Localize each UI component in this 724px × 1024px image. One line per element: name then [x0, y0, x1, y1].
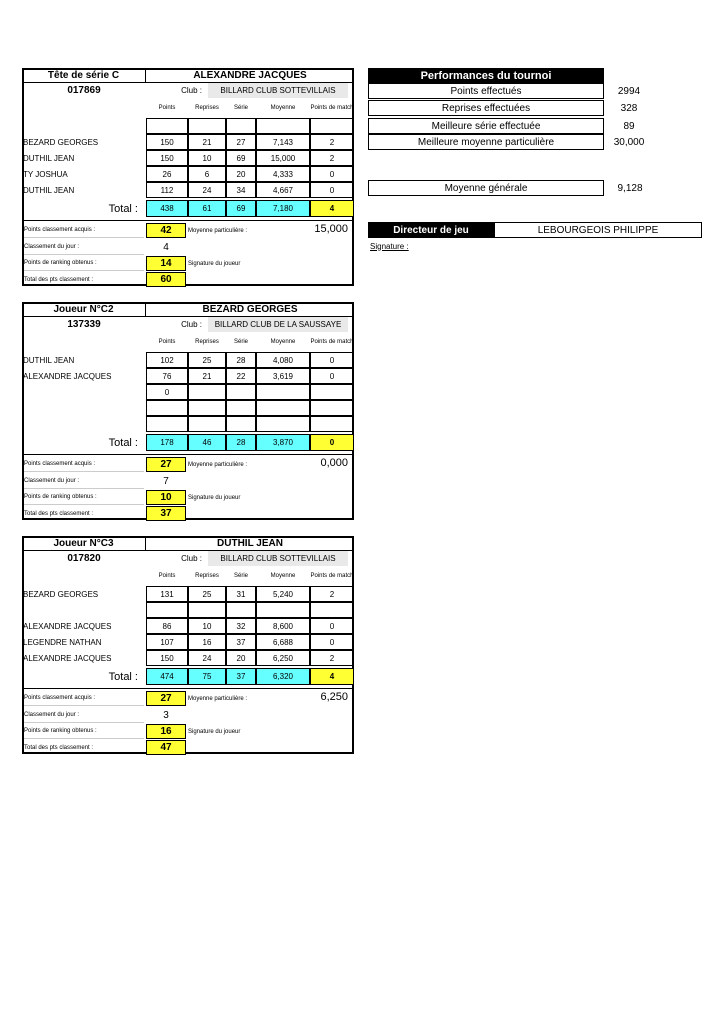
row-cell [310, 400, 354, 416]
opponent-name: LEGENDRE NATHAN [23, 637, 102, 647]
row-cell: 25 [188, 352, 226, 368]
directeur-label: Directeur de jeu [368, 222, 494, 238]
row-cell [146, 118, 188, 134]
column-header: Série [233, 338, 248, 345]
row-cell [146, 416, 188, 432]
info-label: Points de ranking obtenus : [24, 724, 144, 739]
player-name: DUTHIL JEAN [146, 536, 354, 551]
row-cell [146, 400, 188, 416]
player-title: Joueur N°C3 [22, 536, 146, 551]
moyenne-particuliere-value: 6,250 [320, 691, 348, 703]
directeur-name: LEBOURGEOIS PHILIPPE [494, 222, 702, 238]
column-header: Reprises [195, 572, 219, 579]
total-label: Total : [108, 436, 138, 449]
player-licence: 017869 [67, 85, 101, 96]
row-cell: 34 [226, 182, 256, 198]
column-header: Points de match [310, 572, 354, 579]
opponent-name: ALEXANDRE JACQUES [23, 621, 112, 631]
opponent-name: BEZARD GEORGES [23, 589, 99, 599]
player-name: BEZARD GEORGES [146, 302, 354, 317]
info-label: Total des pts classement : [24, 744, 94, 751]
column-header: Moyenne [270, 338, 296, 345]
performance-label: Meilleure série effectuée [368, 118, 604, 134]
info-value: 27 [146, 457, 186, 472]
row-cell: 0 [310, 182, 354, 198]
info-label: Classement du jour : [24, 708, 144, 723]
row-cell: 20 [226, 650, 256, 666]
row-cell: 8,600 [256, 618, 310, 634]
row-cell [146, 602, 188, 618]
column-header: Moyenne [270, 104, 296, 111]
moyenne-particuliere-label: Moyenne particulière : [188, 461, 248, 468]
info-value: 60 [146, 272, 186, 287]
total-cell: 178 [146, 434, 188, 451]
row-cell: 2 [310, 586, 354, 602]
total-cell: 0 [310, 434, 354, 451]
row-cell [256, 400, 310, 416]
performance-label: Meilleure moyenne particulière [368, 134, 604, 150]
opponent-name: BEZARD GEORGES [23, 137, 99, 147]
total-cell: 474 [146, 668, 188, 685]
performance-label: Reprises effectuées [368, 100, 604, 116]
total-cell: 4 [310, 200, 354, 217]
row-cell: 25 [188, 586, 226, 602]
performance-value: 30,000 [613, 136, 645, 148]
row-cell [226, 384, 256, 400]
club-label: Club : [181, 320, 202, 329]
player-name: ALEXANDRE JACQUES [146, 68, 354, 83]
player-licence: 137339 [67, 319, 101, 330]
row-cell [226, 602, 256, 618]
row-cell [256, 602, 310, 618]
row-cell: 37 [226, 634, 256, 650]
row-cell: 86 [146, 618, 188, 634]
column-header: Points [158, 104, 176, 111]
info-label: Classement du jour : [24, 240, 144, 255]
column-header: Points de match [310, 338, 354, 345]
opponent-name [23, 416, 145, 432]
opponent-name [23, 400, 145, 416]
column-header: Points de match [310, 104, 354, 111]
total-cell: 438 [146, 200, 188, 217]
total-label: Total : [108, 202, 138, 215]
row-cell: 0 [310, 166, 354, 182]
row-cell: 4,333 [256, 166, 310, 182]
opponent-name: TY JOSHUA [23, 169, 68, 179]
row-cell: 102 [146, 352, 188, 368]
row-cell [226, 416, 256, 432]
row-cell: 24 [188, 182, 226, 198]
row-cell: 2 [310, 650, 354, 666]
row-cell: 0 [310, 352, 354, 368]
moyenne-generale-label: Moyenne générale [368, 180, 604, 196]
total-cell: 75 [188, 668, 226, 685]
signature-joueur-label: Signature du joueur [188, 728, 241, 735]
performances-title: Performances du tournoi [368, 68, 604, 83]
row-cell: 32 [226, 618, 256, 634]
row-cell: 6 [188, 166, 226, 182]
row-cell: 131 [146, 586, 188, 602]
row-cell: 150 [146, 134, 188, 150]
row-cell: 0 [146, 384, 188, 400]
opponent-name: DUTHIL JEAN [23, 153, 75, 163]
row-cell: 16 [188, 634, 226, 650]
info-label: Total des pts classement : [24, 510, 94, 517]
club-name: BILLARD CLUB SOTTEVILLAIS [208, 551, 348, 566]
row-cell: 0 [310, 368, 354, 384]
info-label: Points de ranking obtenus : [24, 490, 144, 505]
info-label: Total des pts classement : [24, 276, 94, 283]
info-value: 27 [146, 691, 186, 706]
row-cell: 7,143 [256, 134, 310, 150]
club-name: BILLARD CLUB DE LA SAUSSAYE [208, 317, 348, 332]
club-label: Club : [181, 554, 202, 563]
moyenne-particuliere-value: 15,000 [314, 223, 348, 235]
row-cell: 4,080 [256, 352, 310, 368]
moyenne-particuliere-value: 0,000 [320, 457, 348, 469]
performance-value: 89 [623, 120, 635, 132]
info-label: Points de ranking obtenus : [24, 256, 144, 271]
column-header: Reprises [195, 104, 219, 111]
row-cell [188, 384, 226, 400]
signature-joueur-label: Signature du joueur [188, 260, 241, 267]
row-cell: 21 [188, 368, 226, 384]
info-value: 37 [146, 506, 186, 521]
row-cell: 150 [146, 150, 188, 166]
total-cell: 6,320 [256, 668, 310, 685]
info-value: 14 [146, 256, 186, 271]
moyenne-particuliere-label: Moyenne particulière : [188, 695, 248, 702]
info-label: Points classement acquis : [24, 223, 144, 238]
row-cell: 5,240 [256, 586, 310, 602]
info-value: 3 [163, 710, 169, 721]
column-header: Série [233, 104, 248, 111]
player-title: Joueur N°C2 [22, 302, 146, 317]
moyenne-generale-value: 9,128 [617, 182, 643, 194]
column-header: Série [233, 572, 248, 579]
opponent-name: ALEXANDRE JACQUES [23, 371, 112, 381]
row-cell: 112 [146, 182, 188, 198]
club-label: Club : [181, 86, 202, 95]
row-cell: 0 [310, 634, 354, 650]
info-label: Points classement acquis : [24, 691, 144, 706]
club-name: BILLARD CLUB SOTTEVILLAIS [208, 83, 348, 98]
row-cell [256, 118, 310, 134]
performance-value: 328 [620, 102, 638, 114]
total-cell: 69 [226, 200, 256, 217]
info-value: 7 [163, 476, 169, 487]
signature-joueur-label: Signature du joueur [188, 494, 241, 501]
total-cell: 37 [226, 668, 256, 685]
row-cell: 26 [146, 166, 188, 182]
row-cell: 4,667 [256, 182, 310, 198]
row-cell: 2 [310, 134, 354, 150]
row-cell: 107 [146, 634, 188, 650]
row-cell: 2 [310, 150, 354, 166]
player-title: Tête de série C [22, 68, 146, 83]
info-value: 42 [146, 223, 186, 238]
row-cell [188, 400, 226, 416]
row-cell: 22 [226, 368, 256, 384]
row-cell: 15,000 [256, 150, 310, 166]
total-cell: 3,870 [256, 434, 310, 451]
row-cell: 24 [188, 650, 226, 666]
row-cell: 10 [188, 618, 226, 634]
info-label: Classement du jour : [24, 474, 144, 489]
info-value: 4 [163, 242, 169, 253]
row-cell [188, 118, 226, 134]
row-cell: 150 [146, 650, 188, 666]
info-value: 10 [146, 490, 186, 505]
row-cell [310, 384, 354, 400]
opponent-name [23, 602, 145, 618]
row-cell [188, 416, 226, 432]
opponent-name: DUTHIL JEAN [23, 355, 75, 365]
row-cell: 69 [226, 150, 256, 166]
directeur-signature: Signature : [370, 241, 409, 251]
info-value: 47 [146, 740, 186, 755]
opponent-name [23, 384, 145, 400]
row-cell: 21 [188, 134, 226, 150]
row-cell [226, 118, 256, 134]
row-cell [256, 384, 310, 400]
row-cell [226, 400, 256, 416]
row-cell: 28 [226, 352, 256, 368]
total-cell: 28 [226, 434, 256, 451]
row-cell: 6,688 [256, 634, 310, 650]
row-cell: 20 [226, 166, 256, 182]
total-cell: 46 [188, 434, 226, 451]
row-cell [310, 118, 354, 134]
info-label: Points classement acquis : [24, 457, 144, 472]
info-value: 16 [146, 724, 186, 739]
moyenne-particuliere-label: Moyenne particulière : [188, 227, 248, 234]
total-cell: 61 [188, 200, 226, 217]
row-cell [310, 416, 354, 432]
player-licence: 017820 [67, 553, 101, 564]
total-label: Total : [108, 670, 138, 683]
row-cell: 27 [226, 134, 256, 150]
performance-label: Points effectués [368, 83, 604, 99]
column-header: Reprises [195, 338, 219, 345]
row-cell: 3,619 [256, 368, 310, 384]
performance-value: 2994 [617, 85, 641, 97]
column-header: Moyenne [270, 572, 296, 579]
row-cell: 76 [146, 368, 188, 384]
row-cell: 31 [226, 586, 256, 602]
row-cell: 0 [310, 618, 354, 634]
opponent-name [23, 118, 145, 134]
column-header: Points [158, 338, 176, 345]
total-cell: 7,180 [256, 200, 310, 217]
row-cell: 10 [188, 150, 226, 166]
opponent-name: ALEXANDRE JACQUES [23, 653, 112, 663]
row-cell [256, 416, 310, 432]
row-cell: 6,250 [256, 650, 310, 666]
row-cell [188, 602, 226, 618]
row-cell [310, 602, 354, 618]
opponent-name: DUTHIL JEAN [23, 185, 75, 195]
total-cell: 4 [310, 668, 354, 685]
column-header: Points [158, 572, 176, 579]
